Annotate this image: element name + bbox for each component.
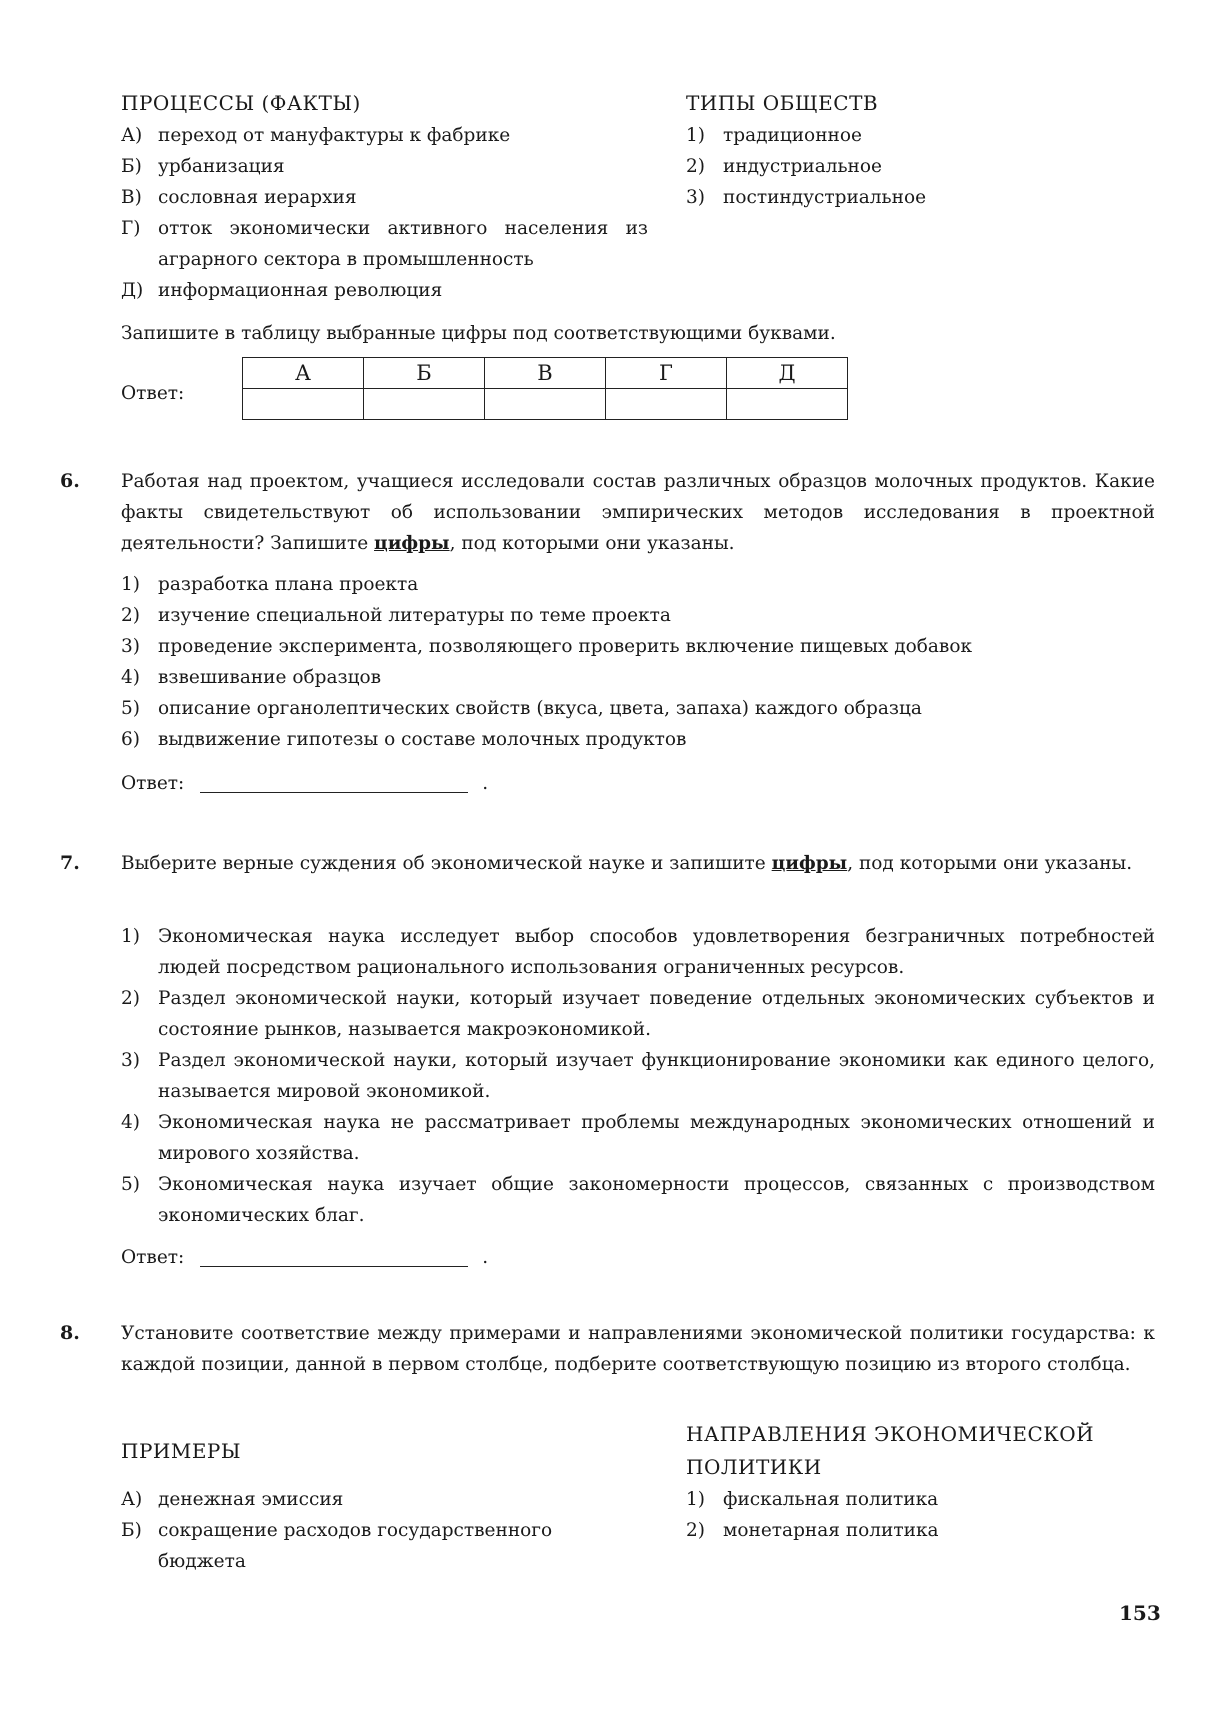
page-number: 153	[1119, 1601, 1161, 1625]
list-item: 3) постиндустриальное	[686, 187, 927, 208]
answer-blank[interactable]	[200, 1244, 468, 1267]
table-header-v: В	[485, 358, 606, 389]
question-7-options	[121, 921, 1155, 1231]
list-item: 3) проведение эксперимента, позволяющего проверить включение пищевых добавок	[121, 636, 973, 657]
list-item: Б) сокращение расходов государственного бюджета	[121, 1520, 553, 1572]
policy-directions-list	[686, 1484, 1106, 1546]
list-item: 1) традиционное	[686, 125, 862, 146]
list-item: 2) Раздел экономической науки, который изучает поведение отдельных экономических субъектов и состояние рынков, называется макроэкономикой.	[121, 988, 1155, 1040]
question-6-text: Работая над проектом, учащиеся исследовали состав различных образцов молочных продуктов. Какие факты свидетельствуют об использовании эмпирических методов исследования в проектной деятельности? Запишите цифры, под которыми они указаны.	[121, 471, 1155, 554]
table-header-d: Д	[727, 358, 848, 389]
question-8-text: Установите соответствие между примерами и направлениями экономической политики государства: к каждой позиции, данной в первом столбце, подберите соответствующую позицию из второго столбца.	[121, 1323, 1155, 1375]
question-7-answer: Ответ: .	[121, 1242, 488, 1273]
list-item: Д) информационная революция	[121, 280, 443, 301]
table-instruction: Запишите в таблицу выбранные цифры под соответствующими буквами.	[121, 323, 836, 344]
processes-heading: ПРОЦЕССЫ (ФАКТЫ)	[121, 91, 361, 115]
list-item: 1) разработка плана проекта	[121, 574, 419, 595]
policy-directions-heading: НАПРАВЛЕНИЯ ЭКОНОМИЧЕСКОЙ ПОЛИТИКИ	[686, 1422, 1095, 1479]
list-item: 6) выдвижение гипотезы о составе молочных продуктов	[121, 729, 687, 750]
answer-cell[interactable]	[364, 389, 485, 420]
list-item: 2) монетарная политика	[686, 1520, 939, 1541]
list-item: 2) индустриальное	[686, 156, 882, 177]
list-item: 1) фискальная политика	[686, 1489, 939, 1510]
question-6-options	[121, 569, 1155, 755]
answer-label: Ответ:	[121, 383, 185, 404]
list-item: 5) описание органолептических свойств (вкуса, цвета, запаха) каждого образца	[121, 698, 922, 719]
question-number-7: 7.	[60, 852, 80, 874]
society-types-heading: ТИПЫ ОБЩЕСТВ	[686, 91, 879, 115]
list-item: Б) урбанизация	[121, 156, 285, 177]
list-item: 2) изучение специальной литературы по теме проекта	[121, 605, 671, 626]
list-item: 1) Экономическая наука исследует выбор способов удовлетворения безграничных потребностей людей посредством рационального использования ограниченных ресурсов.	[121, 926, 1155, 978]
answer-cell[interactable]	[243, 389, 364, 420]
society-types-list	[686, 120, 1086, 213]
answer-cell[interactable]	[485, 389, 606, 420]
answer-cell[interactable]	[606, 389, 727, 420]
examples-heading: ПРИМЕРЫ	[121, 1439, 242, 1463]
question-6-answer: Ответ: .	[121, 768, 488, 799]
question-number-6: 6.	[60, 470, 80, 492]
question-7-text: Выберите верные суждения об экономической науке и запишите цифры, под которыми они указаны.	[121, 853, 1133, 874]
table-header-b: Б	[364, 358, 485, 389]
list-item: 5) Экономическая наука изучает общие закономерности процессов, связанных с производством экономических благ.	[121, 1174, 1155, 1226]
list-item: А) денежная эмиссия	[121, 1489, 344, 1510]
list-item: Г) отток экономически активного населения из аграрного сектора в промышленность	[121, 218, 648, 270]
list-item: 4) взвешивание образцов	[121, 667, 382, 688]
list-item: 4) Экономическая наука не рассматривает проблемы международных экономических отношений и мирового хозяйства.	[121, 1112, 1155, 1164]
answer-cell[interactable]	[727, 389, 848, 420]
list-item: В) сословная иерархия	[121, 187, 357, 208]
answer-table	[242, 357, 848, 420]
table-header-a: А	[243, 358, 364, 389]
list-item: 3) Раздел экономической науки, который изучает функционирование экономики как единого целого, называется мировой экономикой.	[121, 1050, 1155, 1102]
processes-list	[121, 120, 651, 306]
question-number-8: 8.	[60, 1322, 80, 1344]
answer-blank[interactable]	[200, 770, 468, 793]
list-item: А) переход от мануфактуры к фабрике	[121, 125, 511, 146]
examples-list	[121, 1484, 591, 1577]
table-header-g: Г	[606, 358, 727, 389]
